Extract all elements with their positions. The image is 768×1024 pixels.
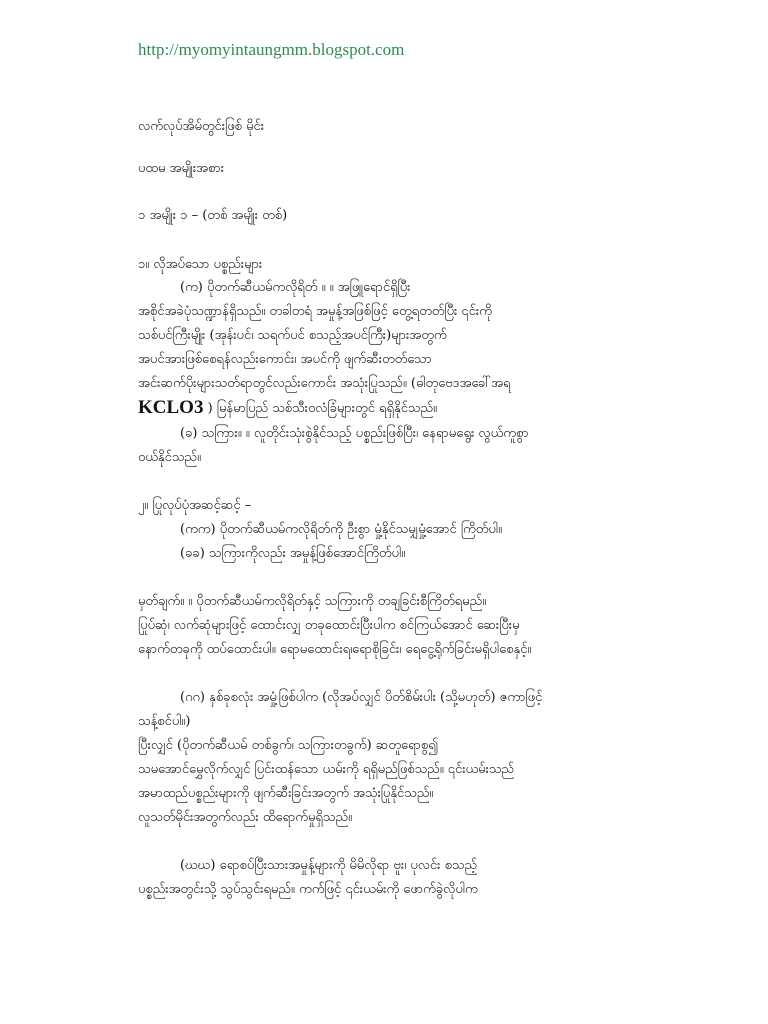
- paragraph-line: လူသတ်မိုင်းအတွက်လည်း ထိရောက်မှုရှိသည်။: [138, 810, 352, 825]
- paragraph-line: ပစ္စည်းအတွင်းသို့ သွပ်သွင်းရမည်။ ကက်ဖြင့် ၎င်းယမ်းကို ဖောက်ခွဲလိုပါက: [138, 882, 478, 897]
- paragraph-line: (ခ) သကြား။ ။ လူတိုင်းသုံးစွဲနိုင်သည့် ပစ္စည်းဖြစ်ပြီး၊ နေရာမရွေး လွယ်ကူစွာ: [180, 426, 529, 441]
- section-heading: ပထမ အမျိုးအစား: [138, 161, 225, 176]
- paragraph-line: ပြီးလျှင် (ပိုတက်ဆီယမ် တစ်ခွက်၊ သကြားတခွက်) ဆတူရောစွ၍: [138, 738, 438, 753]
- paragraph-line: သစ်ပင်ကြီးမျိုး (အုန်းပင်၊ သရက်ပင် စသည့်အပင်ကြီး)များအတွက်: [138, 328, 447, 343]
- paragraph-line: (ဃဃ) ရောစပ်ပြီးသားအမှုန့်များကို မိမိလိုရာ ဗူး၊ ပုလင်း စသည့်: [180, 858, 478, 873]
- paragraph-text: ) မြန်မာပြည် သစ်သီးဝလံခြံများတွင် ရရှိနိုင်သည်။: [203, 401, 437, 416]
- paragraph-line: အမာထည်ပစ္စည်းများကို ဖျက်ဆီးခြင်းအတွက် အသုံးပြုနိုင်သည်။: [138, 786, 434, 801]
- paragraph-line: သန့်စင်ပါ။): [138, 714, 191, 729]
- note-line: ပြုပ်ဆုံ၊ လက်ဆုံများဖြင့် ထောင်းလျှ တခုထောင်းပြီးပါက စင်ကြယ်အောင် ဆေးပြီးမှ: [138, 618, 520, 633]
- note-line: မှတ်ချက်။ ။ ပိုတက်ဆီယမ်ကလိုရိတ်နှင့် သကြားကို တချခြင်းစီကြိတ်ရမည်။: [138, 594, 487, 609]
- chemical-formula: KCLO3: [138, 397, 204, 418]
- paragraph-line: [138, 399, 437, 418]
- document-title: လက်လုပ်အိမ်တွင်းဖြစ် မိုင်း: [138, 119, 265, 134]
- note-line: နောက်တခုကို ထပ်ထောင်းပါ။ ရောမထောင်းရ၊ရောစိုခြင်း၊ ရေငွေ့ရိုက်ခြင်းမရှိပါစေနှင့်။: [138, 642, 532, 657]
- blog-url-link[interactable]: http://myomyintaungmm.blogspot.com: [138, 40, 405, 59]
- paragraph-line: ဝယ်နိုင်သည်။: [138, 450, 201, 465]
- paragraph-line: သမအောင်မွှေလိုက်လျှင် ပြင်းထန်သော ယမ်းကို ရရှိမည်ဖြစ်သည်။ ၎င်းယမ်းသည်: [138, 762, 514, 777]
- paragraph-line: အစိုင်အခဲပုံသဏ္ဍာန်ရှိသည်။ တခါတရံ အမှုန့်အဖြစ်ဖြင့် တွေ့ရတတ်ပြီး ၎င်းကို: [138, 304, 492, 319]
- paragraph-line: (ခခ) သကြားကိုလည်း အမှုန့်ဖြစ်အောင်ကြိတ်ပါ။: [180, 546, 406, 561]
- paragraph-line: (က) ပိုတက်ဆီယမ်ကလိုရိတ် ။ ။ အဖြူရောင်ရှိပြီး: [180, 280, 411, 295]
- heading-procedure: ၂။ ပြုလုပ်ပုံအဆင့်ဆင့် –: [138, 498, 252, 513]
- type-line: ၁ အမျိုး ၁ – (တစ် အမျိုး တစ်): [138, 208, 288, 223]
- paragraph-line: အင်းဆက်ပိုးများသတ်ရာတွင်လည်းကောင်း အသုံးပြုသည်။ (ဓါတုဗေဒအခေါ်အရ: [138, 376, 511, 391]
- heading-materials: ၁။ လိုအပ်သော ပစ္စည်းများ: [138, 257, 263, 272]
- paragraph-line: (ဂဂ) နှစ်ခုစလုံး အမှုံ့ဖြစ်ပါက (လိုအပ်လျှင် ပိတ်စိမ်းပါး (သို့မဟုတ်) ဇကာဖြင့်: [180, 690, 543, 705]
- paragraph-line: (ကက) ပိုတက်ဆီယမ်ကလိုရိတ်ကို ဦးစွာ မှုံ့နိုင်သမျှမှုံ့အောင် ကြိတ်ပါ။: [180, 522, 502, 537]
- paragraph-line: အပင်အားဖြစ်စေရန်လည်းကောင်း၊ အပင်ကို ဖျက်ဆီးတတ်သော: [138, 352, 432, 367]
